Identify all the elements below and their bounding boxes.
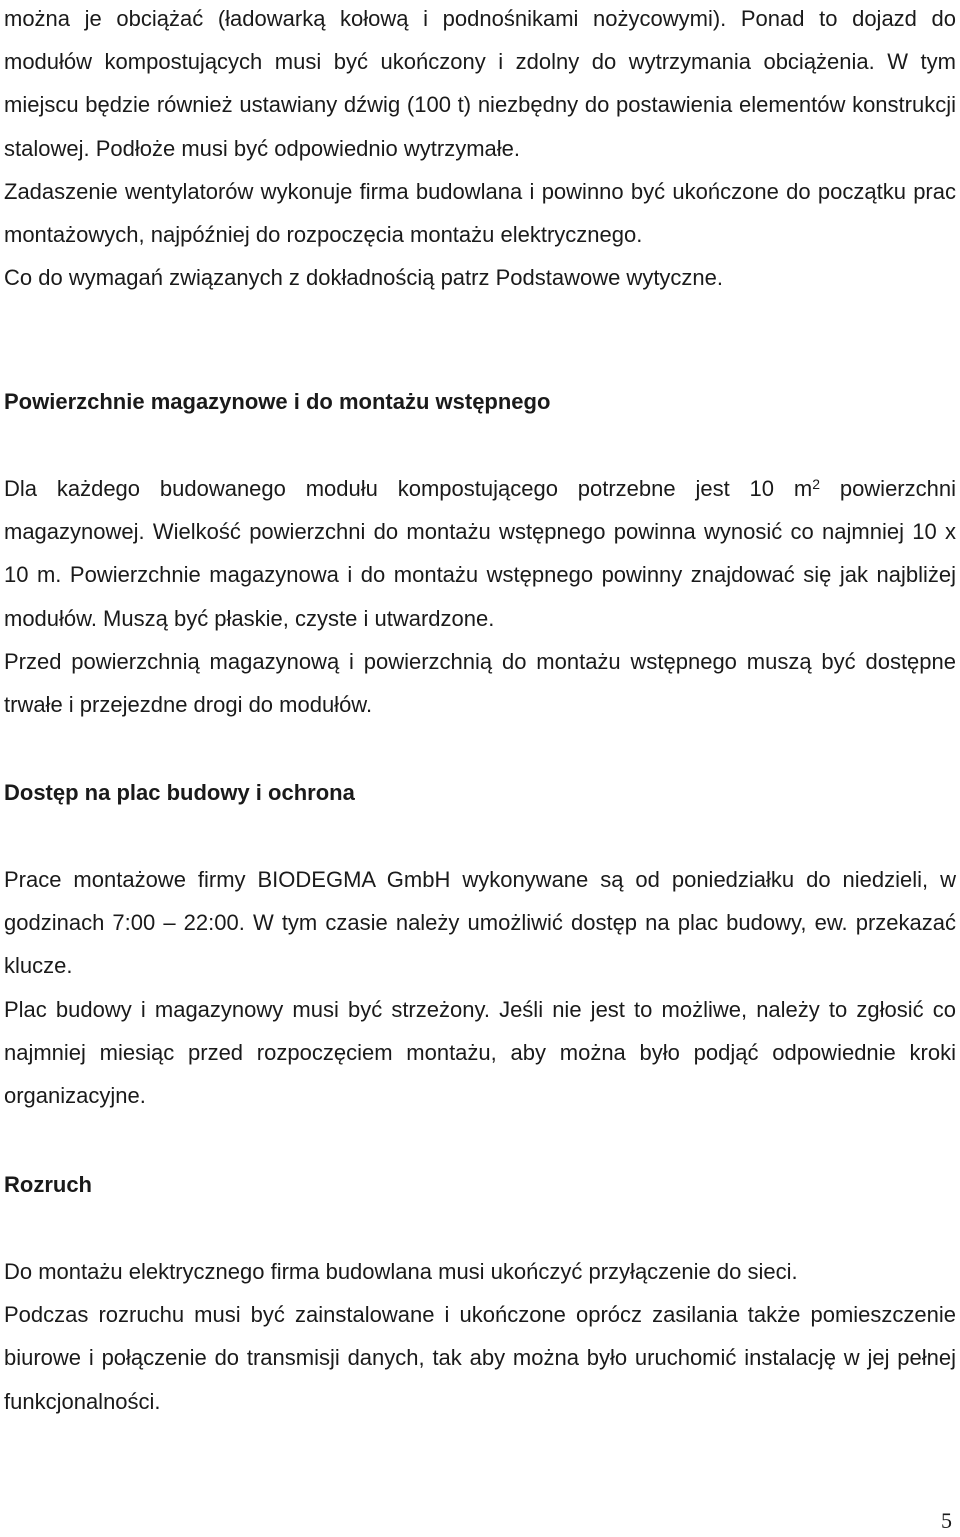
access-paragraph-2: Plac budowy i magazynowy musi być strzeżony. Jeśli nie jest to możliwe, należy to zgłosić co najmniej miesiąc przed rozpoczęciem montażu, aby można było podjąć odpowiednie kroki organizacyjne.	[4, 996, 956, 1109]
access-section	[4, 858, 956, 1117]
intro-paragraph-2: Zadaszenie wentylatorów wykonuje firma budowlana i powinno być ukończone do początku prac montażowych, najpóźniej do rozpoczęcia montażu elektrycznego.	[4, 178, 956, 248]
startup-paragraph-1: Do montażu elektrycznego firma budowlana musi ukończyć przyłączenie do sieci.	[4, 1259, 798, 1284]
storage-heading: Powierzchnie magazynowe i do montażu wstępnego	[4, 389, 551, 414]
storage-section	[4, 467, 956, 726]
storage-paragraph-1	[4, 467, 956, 640]
intro-paragraph-3: Co do wymagań związanych z dokładnością patrz Podstawowe wytyczne.	[4, 265, 724, 291]
startup-paragraph-2: Podczas rozruchu musi być zainstalowane i ukończone oprócz zasilania także pomieszczenie biurowe i połączenie do transmisji danych, tak aby można było uruchomić instalację w jej pełnej funkcjonalności.	[4, 1302, 956, 1414]
intro-paragraph-1: można je obciążać (ładowarką kołową i podnośnikami nożycowymi). Ponad to dojazd do modułów kompostujących musi być ukończony i zdolny do wytrzymania obciążenia. W tym miejscu będzie również ustawiany dźwig (100 t) niezbędny do postawienia elementów konstrukcji stalowej. Podłoże musi być odpowiednio wytrzymałe.	[4, 6, 956, 161]
storage-paragraph-1-start: Dla każdego budowanego modułu kompostującego potrzebne jest 10 m	[4, 476, 813, 501]
storage-paragraph-1-end: powierzchni magazynowej. Wielkość powierzchni do montażu wstępnego powinna wynosić co najmniej 10 x 10 m. Powierzchnie magazynowa i do montażu wstępnego powinny znajdować się jak najbliżej modułów. Muszą być płaskie, czyste i utwardzone.	[4, 476, 956, 631]
access-paragraph-1: Prace montażowe firmy BIODEGMA GmbH wykonywane są od poniedziałku do niedzieli, w godzinach 7:00 – 22:00. W tym czasie należy umożliwić dostęp na plac budowy, ew. przekazać klucze.	[4, 867, 956, 979]
storage-paragraph-2: Przed powierzchnią magazynową i powierzchnią do montażu wstępnego muszą być dostępne trwałe i przejezdne drogi do modułów.	[4, 648, 956, 718]
square-meter-superscript: 2	[812, 476, 820, 492]
page-number: 5	[941, 1508, 952, 1533]
access-heading: Dostęp na plac budowy i ochrona	[4, 780, 355, 805]
startup-heading: Rozruch	[4, 1172, 92, 1197]
intro-section	[4, 0, 956, 299]
startup-section	[4, 1250, 956, 1423]
